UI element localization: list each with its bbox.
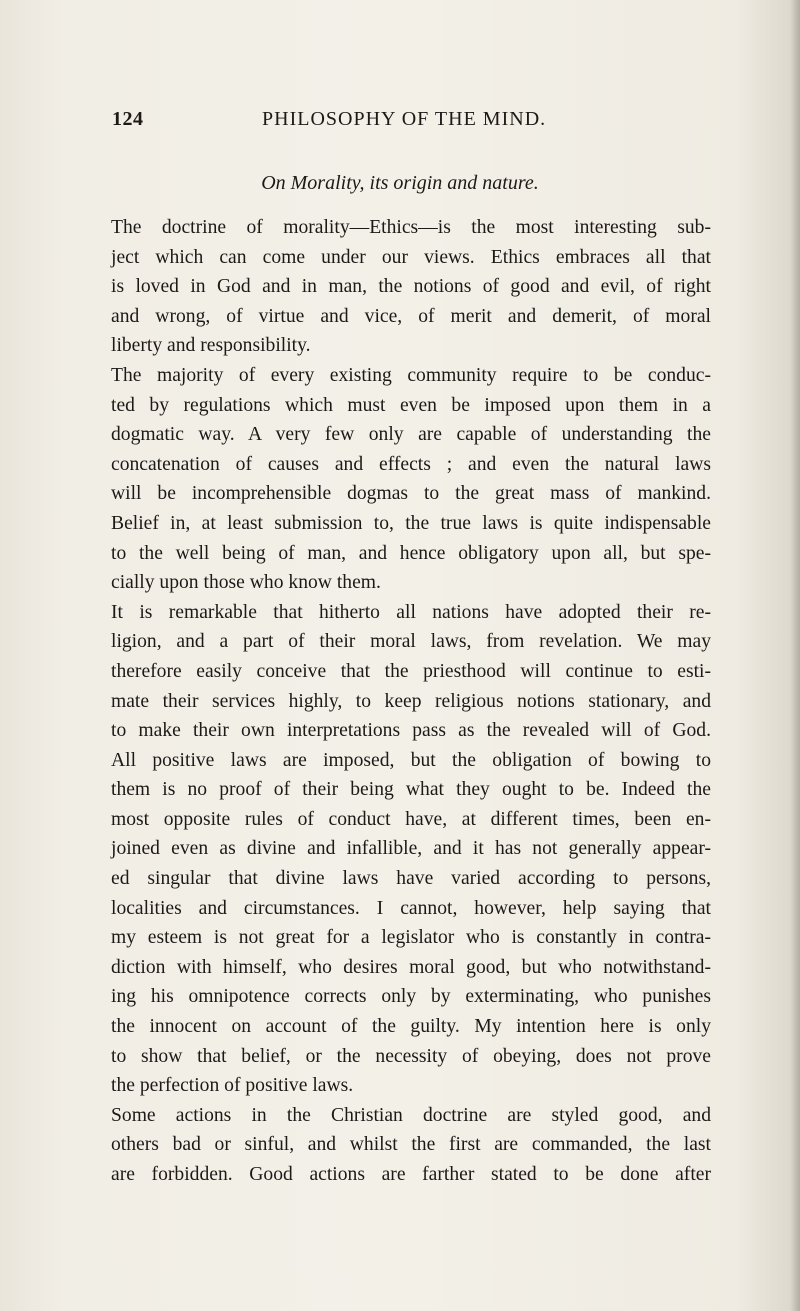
page-header: [112, 108, 732, 138]
text-line: and wrong, of virtue and vice, of merit and demerit, of moral: [111, 305, 711, 327]
text-line: to the well being of man, and hence obligatory upon all, but spe-: [111, 542, 711, 564]
text-line: ject which can come under our views. Ethics embraces all that: [111, 246, 711, 268]
text-line: joined even as divine and infallible, and it has not generally appear-: [111, 838, 711, 860]
text-line: to make their own interpretations pass as the revealed will of God.: [111, 720, 711, 742]
text-line: therefore easily conceive that the priesthood will continue to esti-: [111, 660, 711, 682]
text-line: concatenation of causes and effects ; and even the natural laws: [111, 453, 711, 475]
text-line: ed singular that divine laws have varied according to persons,: [111, 868, 711, 890]
text-line: others bad or sinful, and whilst the first are commanded, the last: [111, 1134, 711, 1156]
text-line: is loved in God and in man, the notions of good and evil, of right: [111, 276, 711, 298]
text-line: ing his omnipotence corrects only by exterminating, who punishes: [111, 986, 711, 1008]
body-text: [111, 213, 711, 1190]
text-line: ted by regulations which must even be imposed upon them in a: [111, 394, 711, 416]
text-line: dogmatic way. A very few only are capable of understanding the: [111, 424, 711, 446]
text-line: The majority of every existing community require to be conduc-: [111, 364, 711, 386]
text-line: them is no proof of their being what they ought to be. Indeed the: [111, 779, 711, 801]
text-line: will be incomprehensible dogmas to the great mass of mankind.: [111, 483, 711, 505]
text-line: Some actions in the Christian doctrine are styled good, and: [111, 1104, 711, 1126]
text-line: The doctrine of morality—Ethics—is the most interesting sub-: [111, 217, 711, 238]
text-line: localities and circumstances. I cannot, however, help saying that: [111, 897, 711, 919]
text-line: Belief in, at least submission to, the true laws is quite indispensable: [111, 512, 711, 534]
page-number: 124: [112, 108, 144, 130]
section-title: On Morality, its origin and nature.: [261, 172, 539, 194]
text-line: cially upon those who know them.: [111, 572, 381, 594]
text-line: liberty and responsibility.: [111, 335, 311, 357]
text-line: ligion, and a part of their moral laws, from revelation. We may: [111, 631, 711, 653]
text-line: the perfection of positive laws.: [111, 1075, 354, 1097]
text-line: diction with himself, who desires moral good, but who notwithstand-: [111, 956, 711, 978]
text-line: the innocent on account of the guilty. My intention here is only: [111, 1016, 711, 1038]
text-line: It is remarkable that hitherto all nations have adopted their re-: [111, 601, 711, 623]
running-head: PHILOSOPHY OF THE MIND.: [262, 108, 547, 130]
text-line: to show that belief, or the necessity of obeying, does not prove: [111, 1045, 711, 1067]
text-line: are forbidden. Good actions are farther stated to be done after: [111, 1164, 711, 1185]
text-line: my esteem is not great for a legislator who is constantly in contra-: [111, 927, 711, 949]
page-edge-shadow: [790, 0, 800, 1311]
text-line: mate their services highly, to keep religious notions stationary, and: [111, 690, 711, 712]
text-line: All positive laws are imposed, but the obligation of bowing to: [111, 749, 711, 771]
text-line: most opposite rules of conduct have, at different times, been en-: [111, 808, 711, 830]
